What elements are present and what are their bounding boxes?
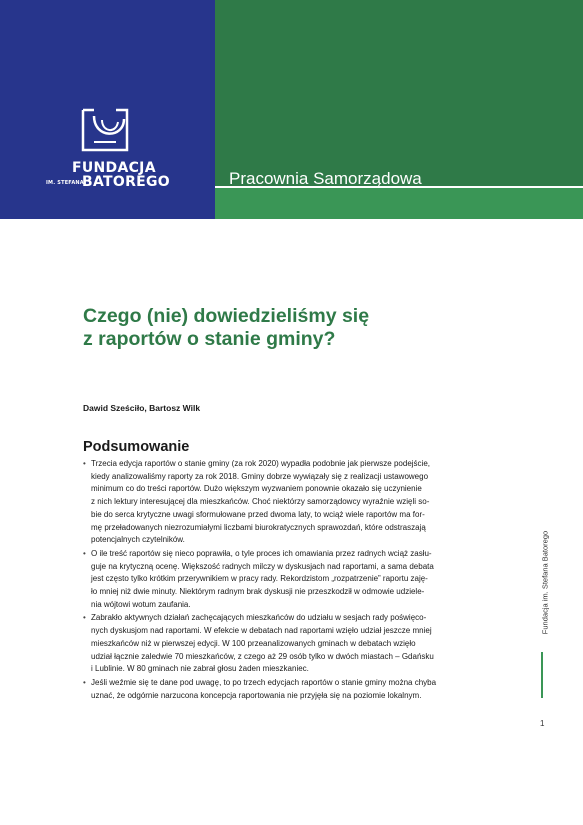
list-item: [83, 677, 516, 702]
bullet-text-line: Trzecia edycja raportów o stanie gminy (za rok 2020) wypadła podobnie jak pierwsze podejście,: [91, 459, 430, 468]
title-line-1: Czego (nie) dowiedzieliśmy się: [83, 305, 370, 327]
bullet-text-line: ło mniej niż dwie minuty. Niektórym radnym brak dyskusji nie przeszkodził w odmowie udziele-: [91, 587, 425, 597]
bullet-text-line: O ile treść raportów się nieco poprawiła, o tyle proces ich omawiania przez radnych wciąż zasłu-: [91, 548, 432, 558]
bullet-text-line: minimum co do treści raportów. Dużo większym wyzwaniem ponownie okazało się uczynienie: [91, 484, 422, 494]
bullet-text-line: Jeśli weźmie się te dane pod uwagę, to po trzech edycjach raportów o stanie gminy można chyba: [91, 677, 437, 687]
bullet-marker: •: [83, 548, 86, 558]
bullet-marker: •: [83, 677, 86, 687]
logo-text-fundacja: FUNDACJA: [72, 160, 156, 176]
bullet-text-line: kiedy analizowaliśmy raporty za rok 2018. Gminy dobrze wywiązały się z realizacji ustawowego: [91, 471, 429, 481]
header-green-strip: [215, 188, 583, 219]
foundation-logo-icon: [80, 106, 130, 158]
sidebar-label: [538, 520, 548, 650]
logo-text-batorego: BATOREGO: [82, 174, 171, 190]
bullet-text-line: jest często tylko krótkim przerywnikiem w pracy rady. Rekordzistom „rozpatrzenie” raportu zaję-: [91, 574, 428, 584]
bullet-marker: •: [83, 459, 86, 468]
bullet-text-line: z nich lektury interesującej dla mieszkańców. Choć niektórzy samorządowcy wyraźnie wzięli so-: [91, 497, 430, 507]
bullet-text-line: nia wójtowi wotum zaufania.: [91, 599, 191, 609]
section-heading: Podsumowanie: [83, 439, 190, 455]
title-line-2: z raportów o stanie gminy?: [83, 328, 336, 350]
bullet-text-line: bie do serca krytyczne uwagi sformułowane przed dwoma laty, to wciąż wiele raportów ma for-: [91, 509, 425, 519]
bullet-text-line: Zabrakło aktywnych działań zachęcających mieszkańców do udziału w sesjach rady poświęco-: [91, 613, 427, 623]
bullet-marker: •: [83, 613, 86, 623]
list-item: [83, 548, 516, 612]
document-title: [83, 305, 503, 351]
sidebar-accent-bar: [541, 652, 543, 698]
logo-text-im-stefana: IM. STEFANA: [46, 180, 84, 186]
bullet-text-line: uznać, że odgórnie narzucona koncepcja raportowania nie przyjęła się na poziomie lokalnym.: [91, 690, 422, 700]
bullet-text-line: guje na krytyczną ocenę. Większość radnych milczy w dyskusjach nad raportami, a sama debata: [91, 561, 434, 571]
program-name: Pracownia Samorządowa: [229, 169, 422, 188]
list-item: [83, 612, 516, 676]
sidebar-label-text: Fundacja im. Stefana Batorego: [540, 530, 550, 635]
bullet-text-line: mieszkańców niż w pierwszej edycji. W 100 przeanalizowanych gminach w debatach wzięło: [91, 638, 416, 648]
bullet-text-line: udział łącznie zaledwie 70 mieszkańców, z czego aż 29 osób tylko w dwóch miastach – Gdańsku: [91, 651, 434, 661]
list-item: [83, 458, 516, 547]
bullet-text-line: i Lublinie. W 80 gminach nie zabrał głosu żaden mieszkaniec.: [91, 664, 309, 674]
bullet-text-line: mę przeładowanych niezrozumiałymi liczbami biurokratycznych sprawozdań, które odstraszają: [91, 522, 426, 532]
authors: Dawid Sześciło, Bartosz Wilk: [83, 403, 201, 413]
bullet-text-line: potencjalnych czytelników.: [91, 535, 185, 545]
page-number: 1: [540, 719, 545, 728]
summary-bullet-list: [83, 458, 516, 703]
bullet-text-line: nych dyskusjom nad raportami. W efekcie w debatach nad raportami wzięło udział jeszcze mniej: [91, 626, 432, 636]
